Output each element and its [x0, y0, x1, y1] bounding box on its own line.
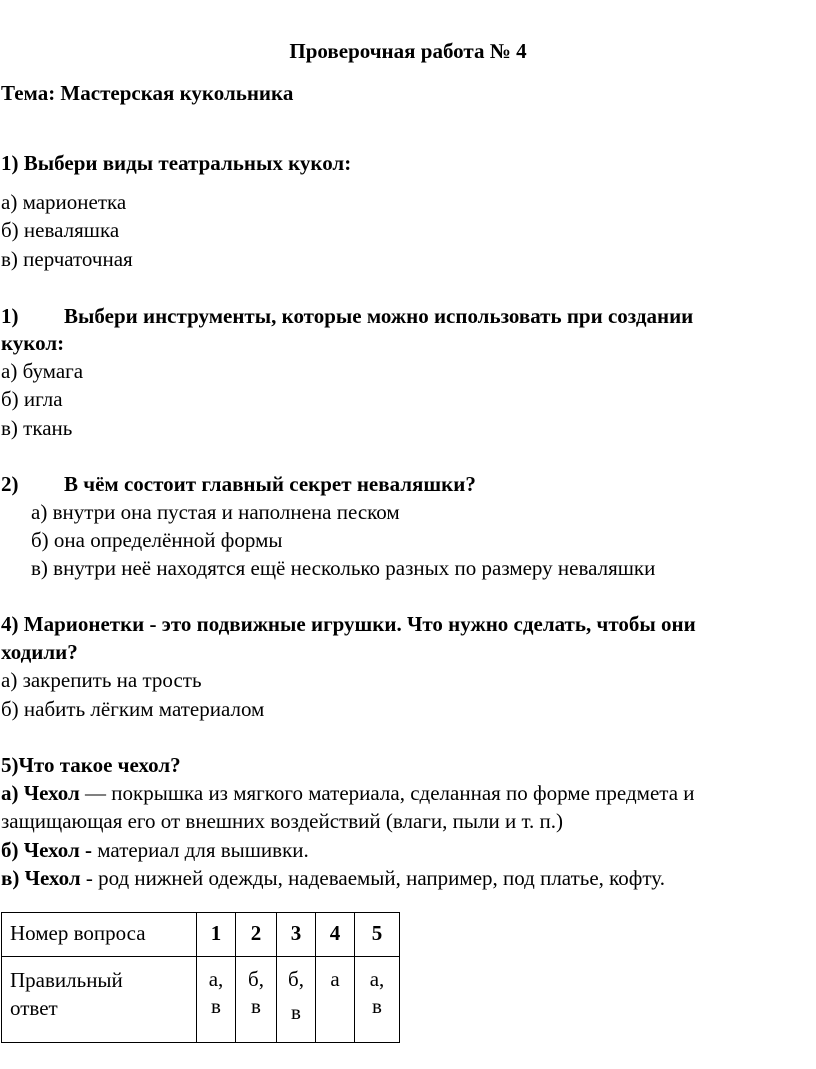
answer-label-line2: ответ [10, 996, 58, 1020]
answer-1-line1: а, [208, 967, 224, 991]
answer-3-line1: б, [288, 967, 304, 991]
question-2-cont: кукол: [1, 331, 65, 355]
table-header-num-3: 3 [277, 913, 316, 957]
option-5c [1, 865, 665, 891]
option-1c: в) перчаточная [1, 247, 133, 271]
question-2: Выбери инструменты, которые можно использовать при создании [64, 304, 694, 328]
answer-5-line1: а, [369, 967, 385, 991]
option-4b: б) набить лёгким материалом [1, 697, 265, 721]
table-answer-label [2, 957, 197, 1043]
question-4-cont: ходили? [1, 640, 78, 664]
option-5a [1, 780, 695, 806]
option-5c-text: - род нижней одежды, надеваемый, например, под платье, кофту. [80, 866, 665, 890]
table-header-num-4: 4 [316, 913, 355, 957]
question-3-number: 2) [1, 472, 19, 496]
option-2a: а) бумага [1, 359, 84, 383]
answer-cell-2 [236, 957, 277, 1043]
option-1a: а) марионетка [1, 190, 127, 214]
answer-4-line1: а [330, 967, 340, 991]
topic-heading: Тема: Мастерская кукольника [1, 81, 294, 105]
option-4a: а) закрепить на трость [1, 668, 202, 692]
option-2b: б) игла [1, 387, 63, 411]
question-3: В чём состоит главный секрет неваляшки? [64, 472, 476, 496]
page-title: Проверочная работа № 4 [289, 39, 527, 63]
answer-table [1, 912, 400, 1043]
option-2c: в) ткань [1, 416, 73, 440]
question-2-number: 1) [1, 304, 19, 328]
table-header-num-1: 1 [197, 913, 236, 957]
table-header-row [2, 913, 400, 957]
table-answer-row [2, 957, 400, 1043]
option-5b-text: материал для вышивки. [92, 838, 309, 862]
answer-cell-1 [197, 957, 236, 1043]
answer-1-line2: в [211, 994, 221, 1018]
option-5a-cont: защищающая его от внешних воздействий (влаги, пыли и т. п.) [1, 809, 564, 833]
answer-5-line2: в [372, 994, 382, 1018]
option-5a-text: — покрышка из мягкого материала, сделанная по форме предмета и [79, 781, 695, 805]
answer-3-line2: в [291, 1000, 301, 1024]
option-3c: в) внутри неё находятся ещё несколько разных по размеру неваляшки [31, 556, 656, 580]
table-header-label: Номер вопроса [2, 913, 197, 957]
answer-cell-5 [355, 957, 400, 1043]
table-header-num-5: 5 [355, 913, 400, 957]
question-5: 5)Что такое чехол? [1, 753, 181, 777]
question-1: 1) Выбери виды театральных кукол: [1, 151, 352, 175]
option-5b-prefix: б) Чехол - [1, 838, 93, 862]
option-5c-prefix: в) Чехол [1, 866, 81, 890]
option-3b: б) она определённой формы [31, 528, 283, 552]
option-3a: а) внутри она пустая и наполнена песком [31, 500, 400, 524]
answer-2-line2: в [251, 994, 261, 1018]
answer-cell-4 [316, 957, 355, 1043]
answer-label-line1: Правильный [10, 968, 123, 992]
answer-cell-3 [277, 957, 316, 1043]
question-4: 4) Марионетки - это подвижные игрушки. Что нужно сделать, чтобы они [1, 612, 696, 636]
table-header-num-2: 2 [236, 913, 277, 957]
answer-2-line1: б, [248, 967, 264, 991]
option-1b: б) неваляшка [1, 218, 120, 242]
option-5a-prefix: а) Чехол [1, 781, 80, 805]
option-5b [1, 837, 309, 863]
